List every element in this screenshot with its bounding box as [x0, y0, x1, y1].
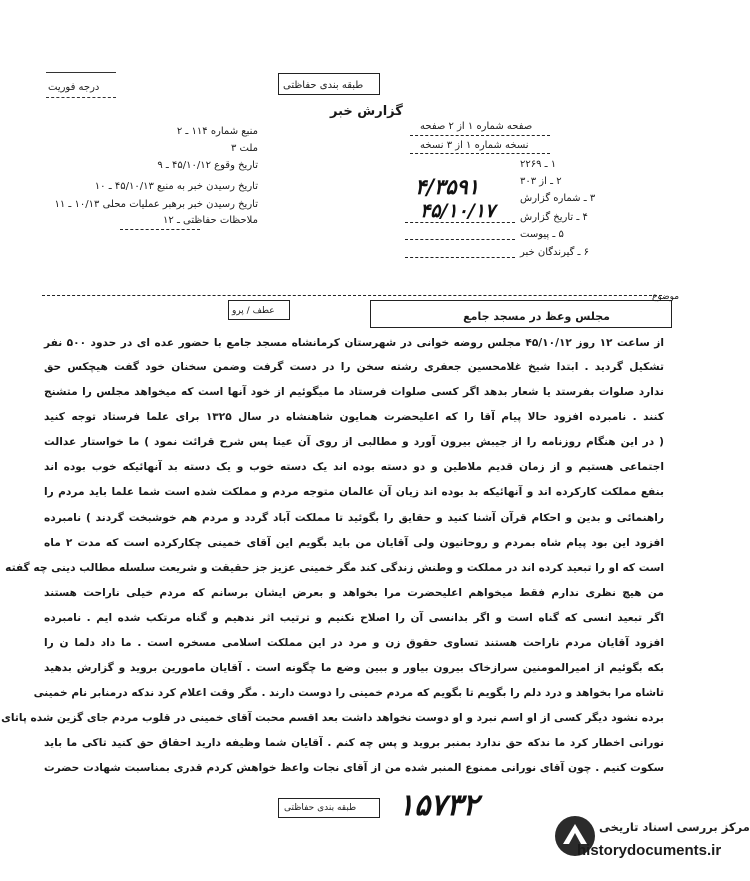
handwritten-date: ۴۵/۱۰/۱۷ [420, 200, 496, 222]
body-line: از ساعت ۱۲ روز ۴۵/۱۰/۱۲ مجلس روضه خوانی در شهرستان کرمانشاه مسجد جامع با حضور عده ای در حدود ۵۰۰ نفر [44, 337, 665, 349]
body-line: افزود آقایان مردم ناراحت هستند تساوی حقوق زن و مرد در این مملکت اسلامی مسخره است . ما داد دلما ن را [44, 637, 664, 649]
classification-label-bottom: طبقه بندی حفاظتی [284, 803, 357, 813]
watermark-org-name: مرکز بررسی اسناد تاریخی [599, 820, 750, 834]
body-line: است که او را تبعید کرده اند در مملکت و وطنش زندگی کند مگر خمینی عزیز جز حقیقت و شریعت سلسله مطالب دینی چه گفته [5, 562, 664, 574]
field-source: منبع شماره ۱۱۴ ـ ۲ [176, 126, 258, 137]
field-page-no: صفحه شماره ۱ از ۲ صفحه [420, 121, 533, 132]
classification-box-top [278, 73, 380, 95]
handwritten-page-number: ۱۵۷۳۲ [398, 788, 479, 823]
field-2: ۲ ـ از ۳۰۳ [520, 176, 562, 187]
subject-text: مجلس وعظ در مسجد جامع [463, 310, 610, 323]
body-line: بنفع مملکت کارکرده اند و آنهائیکه بد بوده اند زیان آن عالمان متوجه مردم و مملکت شده است شما علما باید مردم را [44, 486, 664, 498]
field-recipients: ۶ ـ گیرندگان خبر [520, 247, 590, 258]
priority-box-line [46, 97, 116, 98]
body-line: ندارد صلوات بفرستد یا شعار بدهد اگر کسی صلوات فرستاد ما میگوئیم از خود آنها است که میخواهد مجلس را متشنج [44, 386, 664, 398]
body-line: بکه بگوئیم از امیرالمومنین سرازخاک بیرون بیاور و ببین وضع ما چگونه است . آقایان مامورین بروید و گزارش بدهید [44, 662, 664, 674]
reference-box [228, 300, 290, 320]
watermark-website: historydocuments.ir [577, 842, 722, 859]
body-line: تشکیل گردید . ابتدا شیخ غلامحسین جعفری رشته سخن را در دست گرفت وضمن سخنان خود گفت هیچکس حق [44, 361, 664, 373]
subject-label: موضوع [652, 292, 680, 302]
header-separator [42, 295, 662, 296]
field-report-number: ۳ ـ شماره گزارش [520, 193, 596, 204]
report-title: گزارش خبر [330, 104, 403, 119]
field-security-notes: ملاحظات حفاظتی ـ ۱۲ [163, 215, 258, 226]
field-occurrence-date: تاریخ وقوع ۴۵/۱۰/۱۲ ـ ۹ [157, 160, 258, 171]
field-1: ۱ ـ ۲۲۶۹ [520, 159, 557, 170]
field-copy-no: نسخه شماره ۱ از ۳ نسخه [420, 140, 529, 151]
field-line [120, 229, 200, 230]
field-news-to-operations-date: تاریخ رسیدن خبر برهبر عملیات محلی ۱۰/۱۳ ـ ۱۱ [54, 199, 258, 210]
body-line: من هیچ نظری ندارم فقط میخواهم اعلیحضرت مرا بخواهد و بعرض ایشان برسانم که مردم خیلی ناراحت هستند [44, 587, 664, 599]
reference-label: عطف / پرو [232, 306, 275, 316]
watermark-logo [555, 812, 750, 878]
body-line: ( در این هنگام روزنامه را از جیبش بیرون آورد و مطالبی از روی آن عینا پس شرح قرائت نمود ) ما خواستار عدالت [44, 436, 664, 448]
field-line [405, 239, 515, 240]
field-nation: ملت ۳ [230, 143, 258, 154]
body-line: برده نشود دیگر کسی از او اسم نبرد و او دوست نخواهد داشت بعد اقسم محبت آقای خمینی در قلوب مردم جای گزین شده پاتای [1, 712, 664, 724]
body-line: راهنمائی و بدین و احکام قرآن آشنا کنید و حقایق را بگوئید تا مملکت آباد گردد و مردم هم خوشبخت گردند ) نامبرده [44, 512, 664, 524]
handwritten-number: ۴/۳۵۹۱ [415, 174, 480, 199]
classification-label-top: طبقه بندی حفاظتی [283, 80, 364, 91]
body-line: کنند . نامبرده افزود حالا پیام آقا را که اعلیحضرت همایون شاهنشاه در سال ۱۳۲۵ برای علما فرستاد توجه کنید [44, 411, 664, 423]
field-line [405, 257, 515, 258]
field-line [405, 222, 515, 223]
body-line: نورانی اخطار کرد ما ندکه حق ندارد بمنبر بروید و پس چه کنم . آقایان شما وظیفه دارید احقاق حق کنید تاکی ما باید [44, 737, 664, 749]
priority-label: درجه فوریت [48, 82, 100, 93]
priority-box [46, 72, 116, 73]
body-line: تاشاه مرا بخواهد و درد دلم را بگویم تا بگویم که مردم خمینی را دوست دارند . مگر وقت اعلام کرد ندکه درمنابر نام خمینی [33, 687, 664, 699]
field-report-date: ۴ ـ تاریخ گزارش [520, 212, 588, 223]
field-news-to-source-date: تاریخ رسیدن خبر به منبع ۴۵/۱۰/۱۳ ـ ۱۰ [94, 181, 258, 192]
body-line: سکوت کنیم . چون آقای نورانی ممنوع المنبر شده من از آقای نجات واعظ خواهش کردم قدری بمناسبت شهادت حضرت [44, 762, 664, 774]
field-line [410, 135, 550, 136]
body-line: اجتماعی هستیم و از زمان قدیم ملاطین و دو دسته بوده اند یک دسته خوب و یک دسته بد آنهائیکه خوب بوده اند [44, 461, 664, 473]
body-line: افزود این بود پیام شاه بمردم و روحانیون ولی آقایان من باید بگویم این آقای خمینی چکارکرده است که مدت ۲ ماه [44, 537, 664, 549]
field-line [410, 153, 550, 154]
body-line: اگر تبعید انسی که گناه است و اگر بدانسی آن را اصلاح نکنیم و ترتیب اثر ندهیم و گناه مرتکب شده ایم . نامبرده [44, 612, 664, 624]
field-attachment: ۵ ـ پیوست [520, 229, 564, 240]
